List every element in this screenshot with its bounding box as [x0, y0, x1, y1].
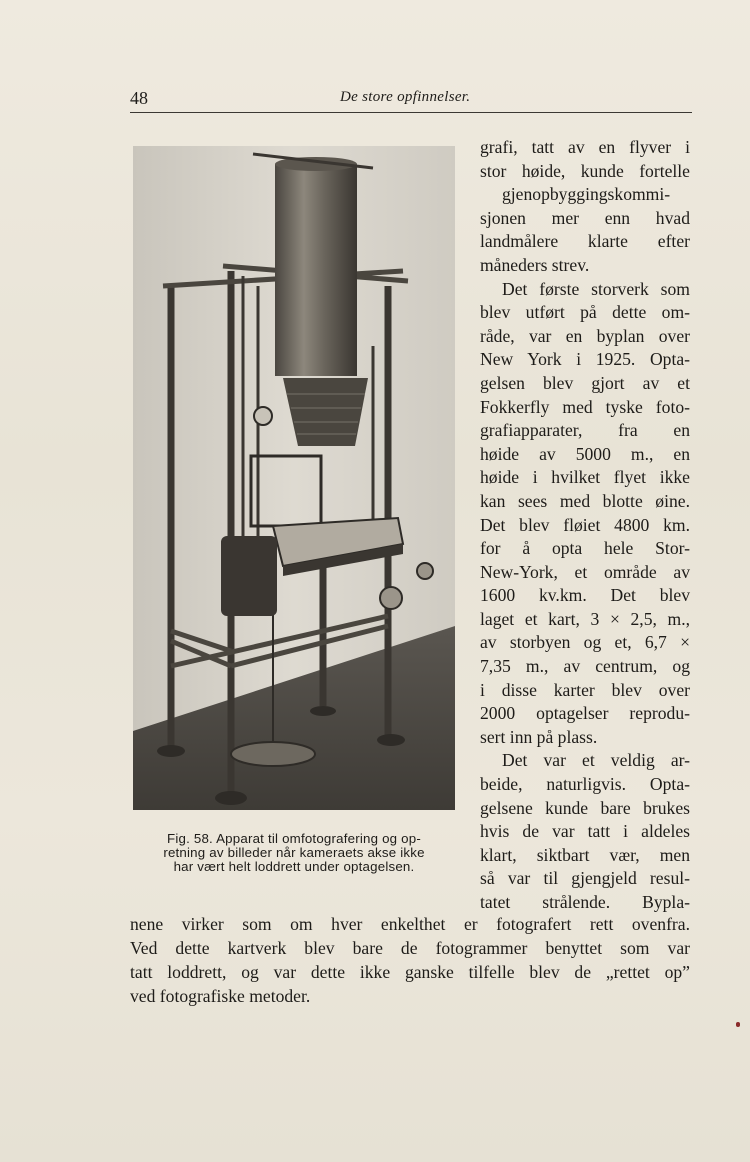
text-line: 1600 kv.km. Det blev: [480, 585, 690, 606]
column-paragraphs: [480, 136, 690, 915]
page-header: [130, 86, 692, 113]
text-line: høide i hvilket flyet ikke: [480, 467, 690, 488]
text-line: stor høide, kunde fortelle: [480, 160, 690, 181]
caption-line: retning av billeder når kameraets akse ikke: [163, 845, 425, 860]
text-line: 7,35 m., av centrum, og: [480, 656, 690, 677]
text-line: råde, var en byplan over: [480, 325, 690, 346]
ink-speck: [736, 1022, 740, 1027]
text-line: landmålere klarte efter: [480, 231, 690, 252]
text-line: så var til gjengjeld resul-: [480, 868, 690, 889]
text-line: New-York, et område av: [480, 561, 690, 582]
text-line: kan sees med blotte øine.: [480, 490, 690, 511]
text-line: av storbyen og et, 6,7 ×: [480, 632, 690, 653]
text-line: blev utført på dette om-: [480, 302, 690, 323]
text-line: Det første storverk som: [502, 278, 690, 299]
text-line: nene virker som om hver enkelthet er fotografert rett ovenfra.: [130, 914, 690, 934]
text-line: ved fotografiske metoder.: [130, 986, 311, 1006]
text-line: grafi, tatt av en flyver i: [480, 137, 690, 157]
text-line: beide, naturligvis. Opta-: [480, 774, 690, 795]
text-line: måneders strev.: [480, 254, 590, 275]
text-line: høide av 5000 m., en: [480, 443, 690, 464]
figure-photo: [133, 146, 455, 810]
page-number: 48: [130, 88, 148, 108]
text-line: grafiapparater, fra en: [480, 420, 690, 441]
text-line: gelsene kunde bare brukes: [480, 797, 690, 818]
text-line: hvis de var tatt i aldeles: [480, 821, 690, 842]
text-line: gjenopbyggingskommi-: [502, 184, 671, 205]
text-line: i disse karter blev over: [480, 679, 690, 700]
running-title: De store opfinnelser.: [340, 89, 471, 105]
text-line: sjonen mer enn hvad: [480, 207, 690, 228]
text-line: Det blev fløiet 4800 km.: [480, 514, 690, 535]
text-line: klart, siktbart vær, men: [480, 844, 690, 865]
text-line: tatet strålende. Bypla-: [480, 892, 690, 912]
text-line: Det var et veldig ar-: [502, 750, 690, 771]
text-line: tatt loddrett, og var dette ikke ganske tilfelle blev de „rettet op”: [130, 962, 690, 982]
text-line: Ved dette kartverk blev bare de fotogrammer benyttet som var: [130, 938, 690, 958]
apparatus-illustration: [133, 146, 455, 810]
text-line: sert inn på plass.: [480, 726, 598, 747]
full-width-paragraph: [130, 912, 690, 1008]
text-line: gelsen blev gjort av et: [480, 372, 690, 393]
text-line: Fokkerfly med tyske foto-: [480, 396, 690, 417]
text-line: New York i 1925. Opta-: [480, 349, 690, 370]
text-line: 2000 optagelser reprodu-: [480, 703, 690, 724]
caption-line: har vært helt loddrett under optagelsen.: [173, 859, 415, 874]
text-line: laget et kart, 3 × 2,5, m.,: [480, 608, 690, 629]
text-line: for å opta hele Stor-: [480, 538, 690, 559]
figure-caption: [130, 832, 458, 874]
caption-line: Fig. 58. Apparat til omfotografering og op-: [167, 831, 421, 846]
